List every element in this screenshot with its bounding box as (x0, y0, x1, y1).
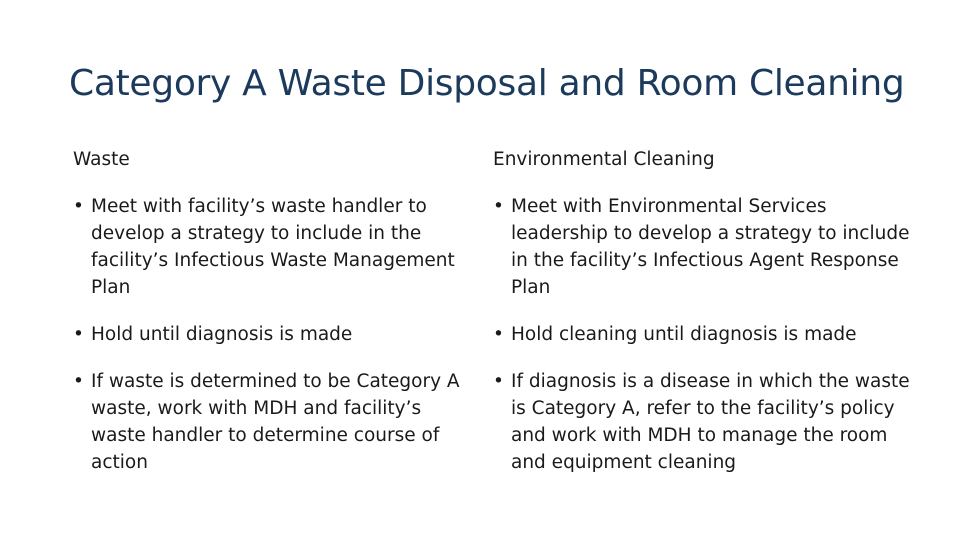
bullet-text: Meet with facility’s waste handler to develop a strategy to include in the facility’s Infectious Waste Management Plan (91, 196, 455, 298)
waste-column-heading: Waste (73, 149, 130, 170)
bullet-text: Hold until diagnosis is made (91, 324, 353, 345)
bullet-text: If diagnosis is a disease in which the waste is Category A, refer to the facility’s policy and work with MDH to manage the room and equipment cleaning (511, 371, 910, 473)
bullet-text: If waste is determined to be Category A waste, work with MDH and facility’s waste handler to determine course of action (91, 371, 460, 473)
environmental-cleaning-bullet-2 (493, 321, 913, 348)
bullet-dot-icon: • (493, 196, 504, 217)
bullet-dot-icon: • (493, 371, 504, 392)
waste-bullet-list (73, 193, 473, 476)
slide-title: Category A Waste Disposal and Room Cleaning (69, 63, 905, 104)
bullet-text: Meet with Environmental Services leadership to develop a strategy to include in the facility’s Infectious Agent Response Plan (511, 196, 910, 298)
bullet-text: Hold cleaning until diagnosis is made (511, 324, 857, 345)
waste-column (73, 146, 473, 496)
environmental-cleaning-bullet-1 (493, 193, 913, 301)
bullet-dot-icon: • (73, 324, 84, 345)
environmental-cleaning-bullet-3 (493, 368, 913, 476)
bullet-dot-icon: • (73, 196, 84, 217)
bullet-dot-icon: • (493, 324, 504, 345)
environmental-cleaning-column-heading: Environmental Cleaning (493, 149, 715, 170)
environmental-cleaning-bullet-list (493, 193, 913, 476)
waste-bullet-1 (73, 193, 473, 301)
bullet-dot-icon: • (73, 371, 84, 392)
environmental-cleaning-column (493, 146, 913, 496)
waste-bullet-2 (73, 321, 473, 348)
waste-bullet-3 (73, 368, 473, 476)
